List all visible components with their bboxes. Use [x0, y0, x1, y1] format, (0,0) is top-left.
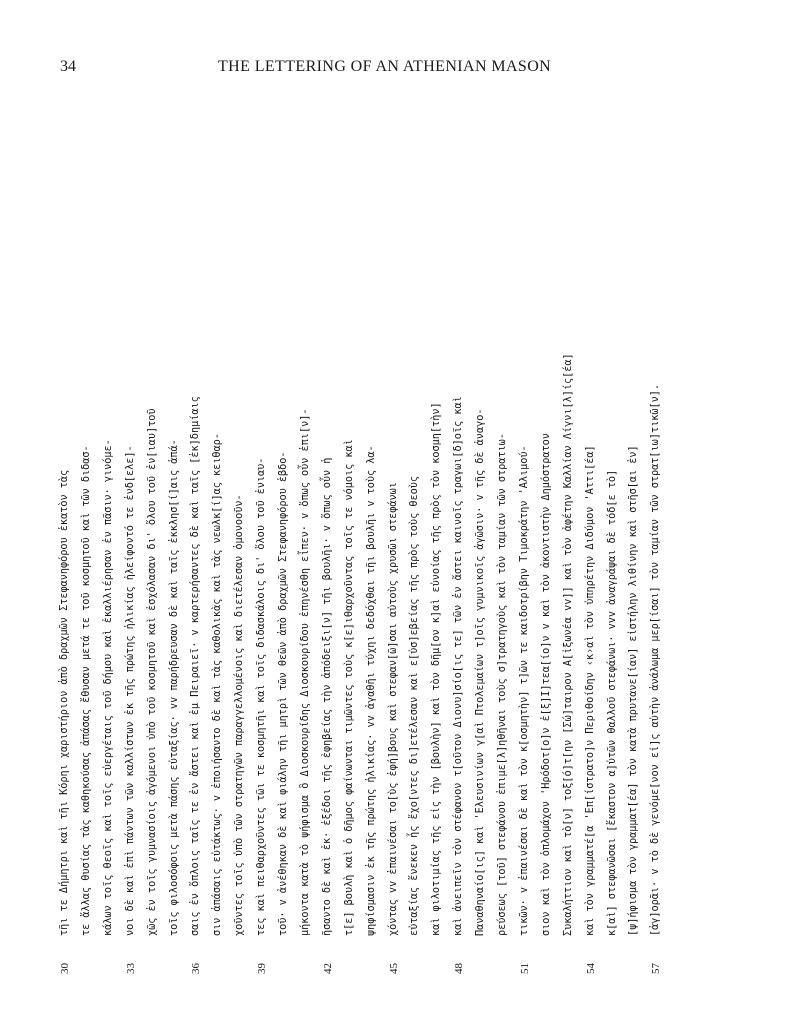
inscription-line [404, 292, 426, 982]
inscription-line [645, 292, 667, 982]
inscription-line [558, 292, 580, 982]
line-text: νοι δὲ καὶ ἐπὶ πάντων τῶν καλλίστων ἐκ τῆς πρώτης ἡλικίας ἠλείφοντό τε ἐνδ[ελε]- [124, 445, 136, 936]
line-number: 51 [518, 963, 531, 974]
inscription-line [120, 292, 142, 982]
inscription-line [536, 292, 558, 982]
line-number: 54 [584, 963, 597, 974]
inscription-line [273, 292, 295, 982]
inscription-line [185, 292, 207, 982]
inscription-line [339, 292, 361, 982]
inscription-line [229, 292, 251, 982]
line-text: εὐταξίας ἕνεκεν ἧς ἔχο[ντες δι]ετέλεσαν καὶ ε[ὐσ]εβείας τῆς πρὸς τοὺς θεοὺς [409, 475, 421, 936]
inscription-line [207, 292, 229, 982]
line-text: [ψ]ήφισμα τὸν γραμματ[έα] τὸν κατὰ πρυτανε[ίαν] εἰστήλην λιθίνην καὶ στῆσ[αι ἐν] [628, 445, 640, 936]
line-text: Συκαλήττιον καὶ τὸ[ν] τοξ[ό]τ[ην [Σώ]ταιρον Α[ἰξωνέα vv]] καὶ τὸν ἀφέτην Καλλίαν Λίγνι[λ]ίς[έα] [562, 353, 574, 936]
line-number: 42 [321, 963, 334, 974]
line-text: τε ἄλλας θυσίας τὰς καθηκούσας ἀπάσας ἔθυσαν μετά τε τοῦ κοσμητοῦ καὶ τῶν διδασ- [80, 445, 92, 936]
line-text: κ[αὶ] στεφανῶσαι [ἕκαστον α]ὐτῶν θαλλοῦ στεφάνωι· vvv ἀναγράψαι δὲ τόδ[ε τὸ] [606, 469, 618, 936]
line-text: χοῦντες τοῖς ὑπὸ τῶν στρατηγῶν παραγγελλομένοις καὶ διετέλεσαν ὁμονοοῦν- [234, 494, 246, 936]
line-text: σαις ἐν ὅπλοις ταῖς τε ἐν ἄστει καὶ ἐμ Πειραιεῖ· v καρτερήσαντες δὲ καὶ ταῖς [ἐκ]δημίαις [190, 396, 202, 936]
inscription-line [602, 292, 624, 982]
rotated-text-block [48, 292, 688, 982]
inscription-line [54, 292, 76, 982]
inscription-line [514, 292, 536, 982]
line-text: σιν ἀπάσαις εὐτάκτως· v ἐποιήσαντο δὲ καὶ τὰς καθολικὰς καὶ τὰς νεωλκ[ί]ας κειθαρ- [212, 433, 224, 936]
inscription-line [492, 292, 514, 982]
line-text: τικῶν· v ἐπαινέσαι δὲ καὶ τὸν κ[οσμητὴν] τ]ῶν τε καιδοτρίβην Τιμοκράτην 'Αλιμού- [518, 445, 530, 936]
line-number: 36 [190, 963, 203, 974]
line-number: 57 [650, 963, 663, 974]
inscription-line [164, 292, 186, 982]
line-text: ψηφίσμασιν ἐκ τῆς πρώτης ἡλικίας· vv ἀγαθῆι τύχηι δεδόχθαι τῆι βουλῆι v τοὺς λα- [365, 445, 377, 936]
inscription-line [251, 292, 273, 982]
line-number: 45 [387, 963, 400, 974]
line-text: τοῦ· v ἀνέθηκαν δὲ καὶ φιάλην τῆι μητρὶ τῶν θεῶν ἀπὸ δραχμῶν Στεφανηφόρου ἑβδο- [278, 451, 289, 936]
running-head-title: THE LETTERING OF AN ATHENIAN MASON [218, 58, 552, 75]
inscription-line [76, 292, 98, 982]
line-number: 33 [124, 963, 137, 974]
line-text: καὶ ἀνειπεῖν τὸν στέφανον τ[οῦτον Διονυ]σίο[ις τε] τῶν ἐν ἄστει καινοῖς τραγωι[δ]οῖς καὶ [453, 396, 465, 936]
line-text: τοῖς φιλοσόφοις μετὰ πάσης εὐταξίας· vv παρήδρευσαν δὲ καὶ ταῖς ἐκκλησ[ί]αις ἁπά- [168, 439, 180, 936]
line-text: τ[ε] βουλὴ καὶ ὁ δῆμος φαίνωνται τιμῶντες τοὺς κ[ε]ιθαρχοῦντας τοῖς τε νόμοις καὶ [343, 439, 355, 936]
line-text: ῆσαντο δὲ καὶ ἐκ· ἐξέδοι τῆς ἐφηβείας τὴν ἀπόδειξι[ν] τῆι βουλῆι· v ὅπως οὖν ἡ [321, 457, 333, 936]
line-text: [ἀγ]ορᾶι· v τὸ δὲ γενόμε[νον εἰ]ς αὐτὴν ἀνάλωμα μερ[ίσαι] τὸν ταμίαν τῶν στρατ[ιω]τικῶ[ν]. [650, 383, 662, 936]
inscription-line [361, 292, 383, 982]
line-text: καὶ τὸν γραμματέ[α 'Επ[ίστρατο]ν Περιθοίδην ‹κ›αὶ τὸν ὑπηρέτην Διδύμον 'Αττι[έα] [584, 445, 596, 936]
inscription-line [623, 292, 645, 982]
line-text: χόντας vv ἐπαινέσαι το[ὺς ἐφή]βους καὶ στεφαν[ῶ]σαι αὐτοὺς χρυσῶι στεφάνωι [387, 482, 399, 936]
line-text: Παναθηναίο[ις] καὶ 'Ελευσινίων γ[αὶ Πτολεμαίων τ]οῖς γυμνικοῖς ἀγῶσιν· v τῆς δὲ ἀναγο- [475, 408, 487, 936]
inscription-line [142, 292, 164, 982]
inscription-line [580, 292, 602, 982]
inscription-line [295, 292, 317, 982]
line-text: χῶς ἐν τοῖς γυμνασίοις ἀγόμενοι ὑπὸ τοῦ κοσμητοῦ καὶ ἐσχόλασαν δι' ὅλου τοῦ ἐν[ιαυ]τοῦ [146, 408, 158, 936]
inscription-line [98, 292, 120, 982]
line-text: τες καὶ πειθαρχοῦντες τῶι τε κοσμητῆι καὶ τοῖς διδασκάλοις δι' ὅλου τοῦ ἐνιαυ- [256, 457, 268, 936]
inscription-line [470, 292, 492, 982]
line-text: σιον καὶ τὸν ὁπλομάχον 'Ηρόδοτ[ο]ν ἐ[ξ]Ι]τεα[ίο]ν v καὶ τὸν ἀκοντιστὴν Δημόστρατον [540, 433, 552, 936]
line-number: 30 [59, 963, 71, 974]
inscription-transcription [48, 292, 688, 982]
line-number: 48 [453, 963, 466, 974]
line-text: ρεύσεως [τοῦ] στεφάνου ἐπιμε[λ]ηθῆναι τοὺς σ]τρατηγοὺς καὶ τὸν ταμίαν τῶν στρατιω- [497, 433, 508, 936]
inscription-line [383, 292, 405, 982]
page-number: 34 [60, 58, 76, 75]
line-number: 39 [256, 963, 269, 974]
line-text: καὶ φιλοτιμίας τῆς εἰς τὴν [βουλὴν] καὶ τὸν δῆμ[ον κ]αὶ εὐνοίας τῆς πρὸς τὸν κοσμη[τὴν] [431, 402, 443, 936]
inscription-line [426, 292, 448, 982]
line-text: τῆι τε Δήμητρι καὶ τῆι Κόρηι χαριστήριον ἀπὸ δραχμῶν Στεφανηφόρου ἑκατὸν τὰς [59, 469, 70, 936]
inscription-line [448, 292, 470, 982]
inscription-line [317, 292, 339, 982]
line-text: κάλων τοῖς θεοῖς καὶ τοῖς εὐεργέταις τοῦ δήμου καὶ ἐκαλλιέρησαν ἐν πᾶσιν· γινόμε- [102, 439, 114, 936]
line-text: μήκοντα κατὰ τὸ ψήφισμα ὃ Διοσκουρίδης Διοσκουρίδου ἐπηνέσθη εἶπεν· v ὅπως οὖν ἐπι[ν]- [299, 408, 311, 936]
